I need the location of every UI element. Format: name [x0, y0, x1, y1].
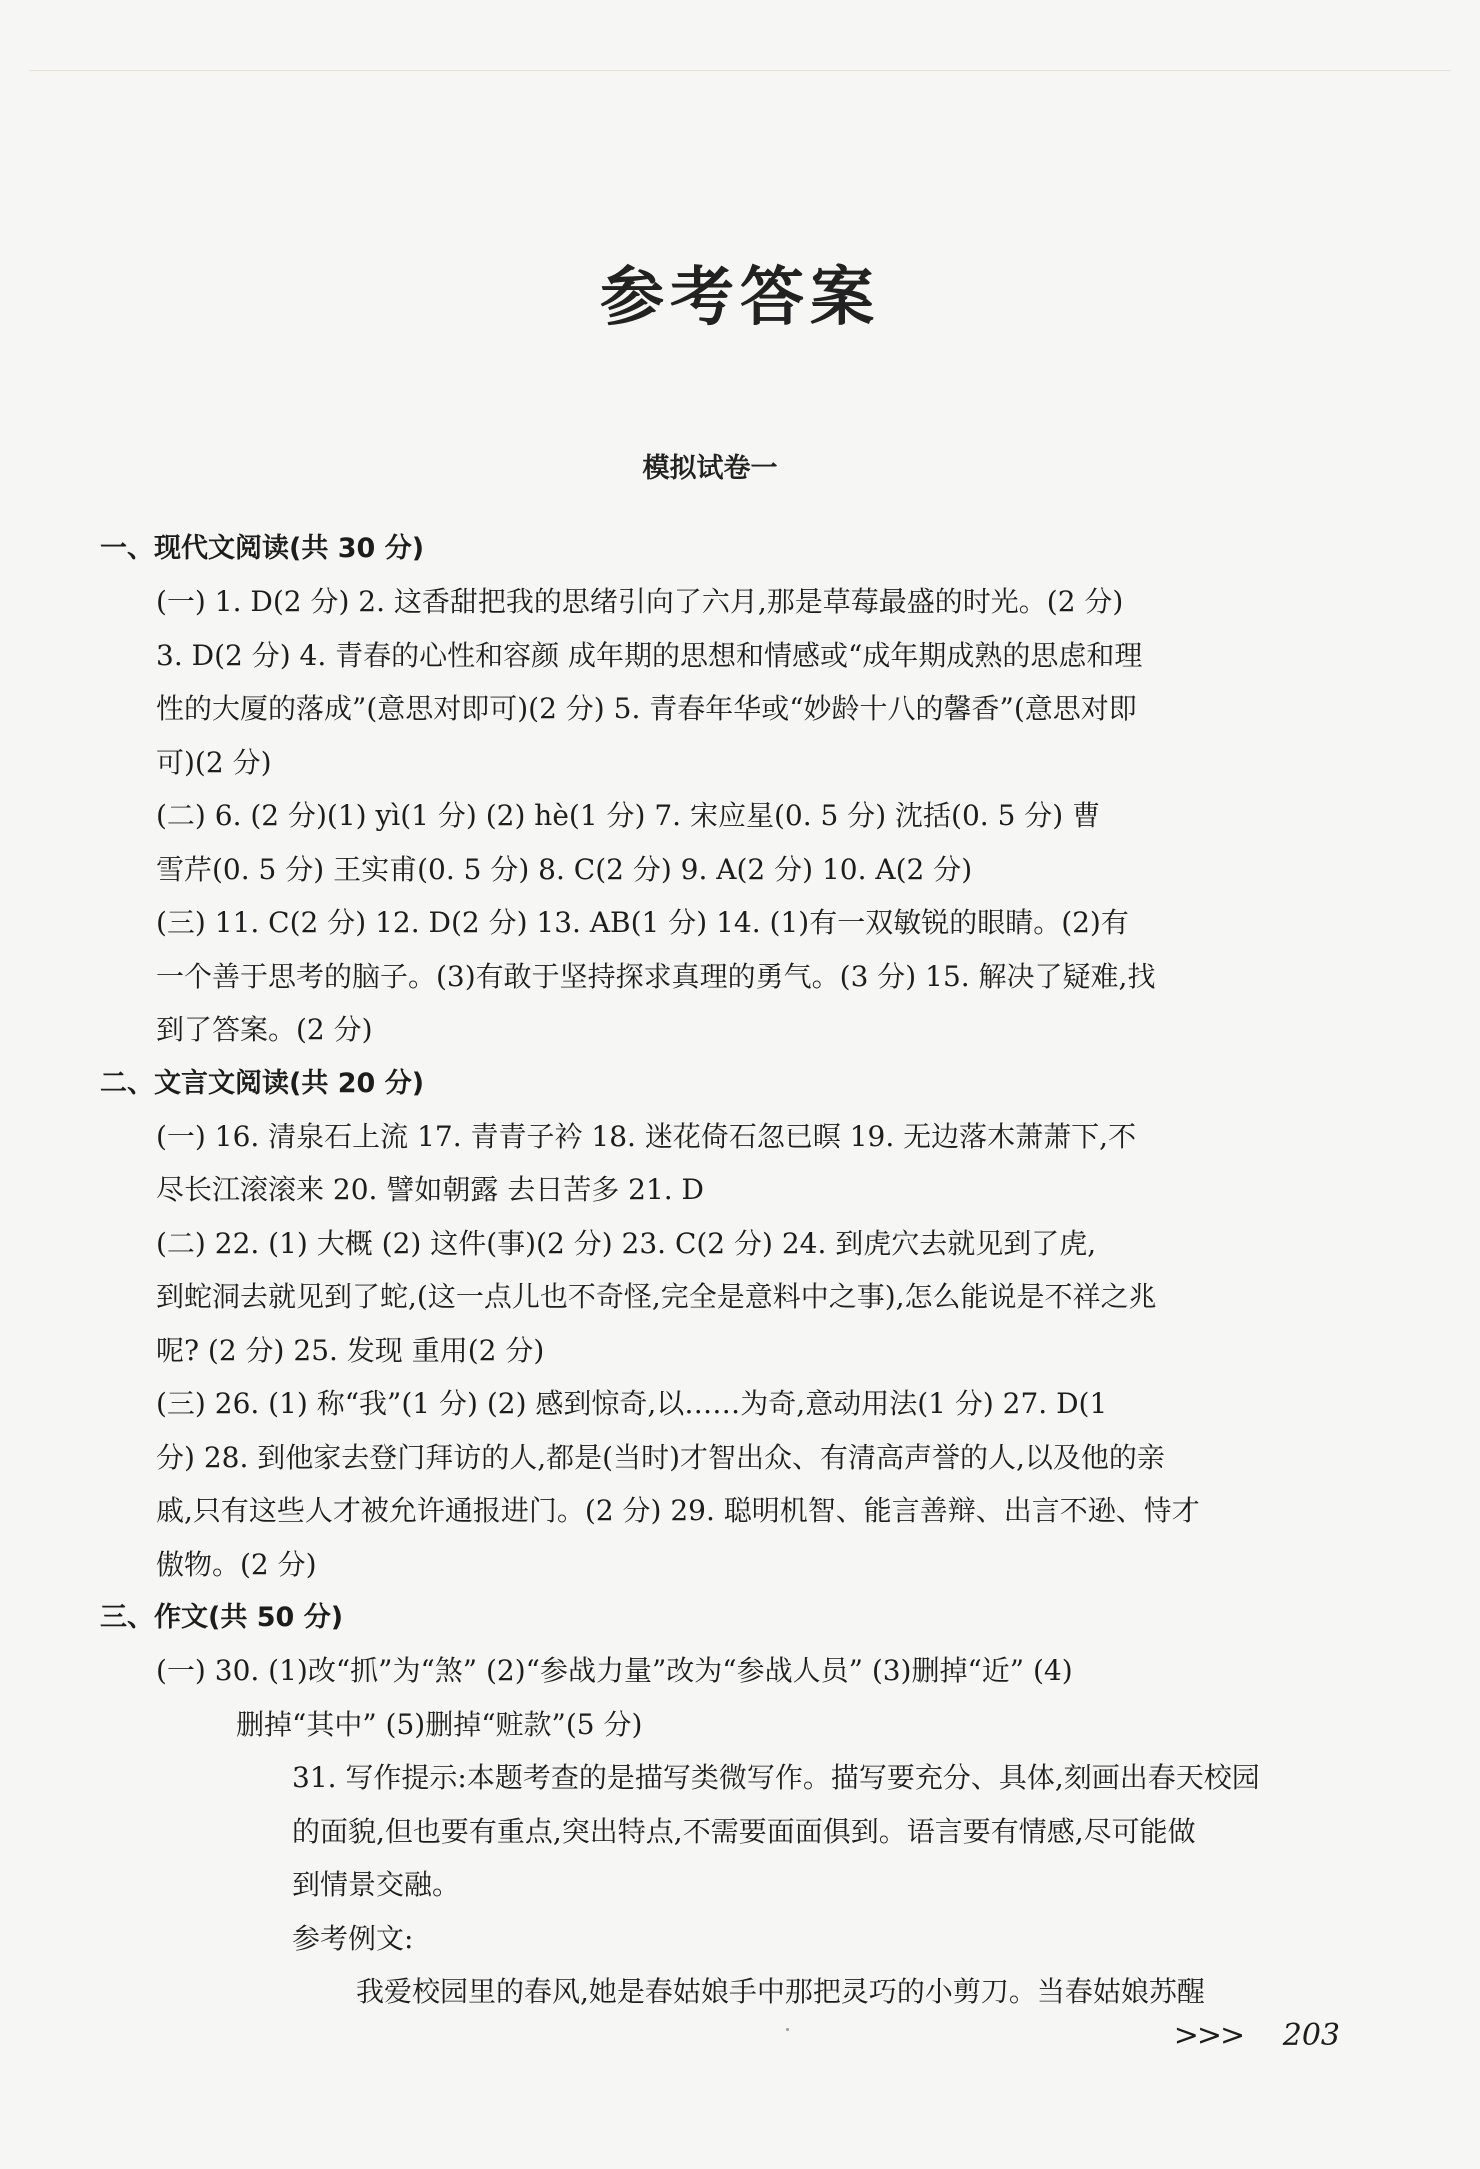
- answer-line: (一) 1. D(2 分) 2. 这香甜把我的思绪引向了六月,那是草莓最盛的时光。(2 分): [156, 585, 1124, 618]
- page-footer: [1174, 2018, 1340, 2053]
- answer-line: (一) 30. (1)改“抓”为“煞” (2)“参战力量”改为“参战人员” (3)删掉“近” (4): [156, 1654, 1073, 1687]
- paper-title: 模拟试卷一: [642, 453, 778, 484]
- section-heading: 二、文言文阅读(共 20 分): [100, 1067, 425, 1099]
- answer-line: 分) 28. 到他家去登门拜访的人,都是(当时)才智出众、有清高声誉的人,以及他的亲: [156, 1440, 1165, 1474]
- page-title: 参考答案: [600, 260, 880, 335]
- answer-content: [100, 522, 1350, 2019]
- answer-line: 参考例文:: [292, 1921, 414, 1955]
- answer-line: 到了答案。(2 分): [156, 1013, 373, 1046]
- answer-line: 傲物。(2 分): [156, 1547, 317, 1581]
- answer-line: 31. 写作提示:本题考查的是描写类微写作。描写要充分、具体,刻画出春天校园: [292, 1761, 1260, 1794]
- answer-line: 到情景交融。: [292, 1868, 461, 1901]
- footer-arrows: >>>: [1173, 2018, 1244, 2053]
- answer-line: 的面貌,但也要有重点,突出特点,不需要面面俱到。语言要有情感,尽可能做: [292, 1814, 1196, 1848]
- answer-line: 3. D(2 分) 4. 青春的心性和容颜 成年期的思想和情感或“成年期成熟的思虑和理: [156, 638, 1143, 672]
- answer-line: (二) 22. (1) 大概 (2) 这件(事)(2 分) 23. C(2 分) 24. 到虎穴去就见到了虎,: [156, 1226, 1097, 1260]
- answer-line: 一个善于思考的脑子。(3)有敢于坚持探求真理的勇气。(3 分) 15. 解决了疑难,找: [156, 959, 1156, 993]
- answer-line: 呢? (2 分) 25. 发现 重用(2 分): [156, 1333, 545, 1367]
- section-heading: 一、现代文阅读(共 30 分): [100, 533, 425, 564]
- answer-line: 戚,只有这些人才被允许通报进门。(2 分) 29. 聪明机智、能言善辩、出言不逊、恃才: [156, 1494, 1200, 1527]
- answer-line: 到蛇洞去就见到了蛇,(这一点儿也不奇怪,完全是意料中之事),怎么能说是不祥之兆: [156, 1280, 1157, 1313]
- answer-line: (一) 16. 清泉石上流 17. 青青子衿 18. 迷花倚石忽已暝 19. 无边落木萧萧下,不: [156, 1119, 1137, 1153]
- top-rule: [30, 70, 1450, 71]
- answer-line: 尽长江滚滚来 20. 譬如朝露 去日苦多 21. D: [156, 1173, 705, 1206]
- answer-line: 性的大厦的落成”(意思对即可)(2 分) 5. 青春年华或“妙龄十八的馨香”(意思对即: [156, 692, 1137, 725]
- answer-line: 可)(2 分): [156, 745, 272, 779]
- section-heading: 三、作文(共 50 分): [100, 1602, 344, 1633]
- answer-line: (三) 11. C(2 分) 12. D(2 分) 13. AB(1 分) 14. (1)有一双敏锐的眼睛。(2)有: [156, 906, 1129, 939]
- answer-line: (三) 26. (1) 称“我”(1 分) (2) 感到惊奇,以……为奇,意动用法(1 分) 27. D(1: [156, 1387, 1108, 1420]
- page-number: 203: [1282, 2018, 1340, 2053]
- scan-dot: [786, 2028, 789, 2031]
- answer-line: 删掉“其中” (5)删掉“赃款”(5 分): [236, 1707, 643, 1741]
- answer-line: 我爱校园里的春风,她是春姑娘手中那把灵巧的小剪刀。当春姑娘苏醒: [356, 1975, 1205, 2008]
- answer-line: 雪芹(0. 5 分) 王实甫(0. 5 分) 8. C(2 分) 9. A(2 分) 10. A(2 分): [156, 852, 973, 886]
- answer-line: (二) 6. (2 分)(1) yì(1 分) (2) hè(1 分) 7. 宋应星(0. 5 分) 沈括(0. 5 分) 曹: [156, 799, 1101, 832]
